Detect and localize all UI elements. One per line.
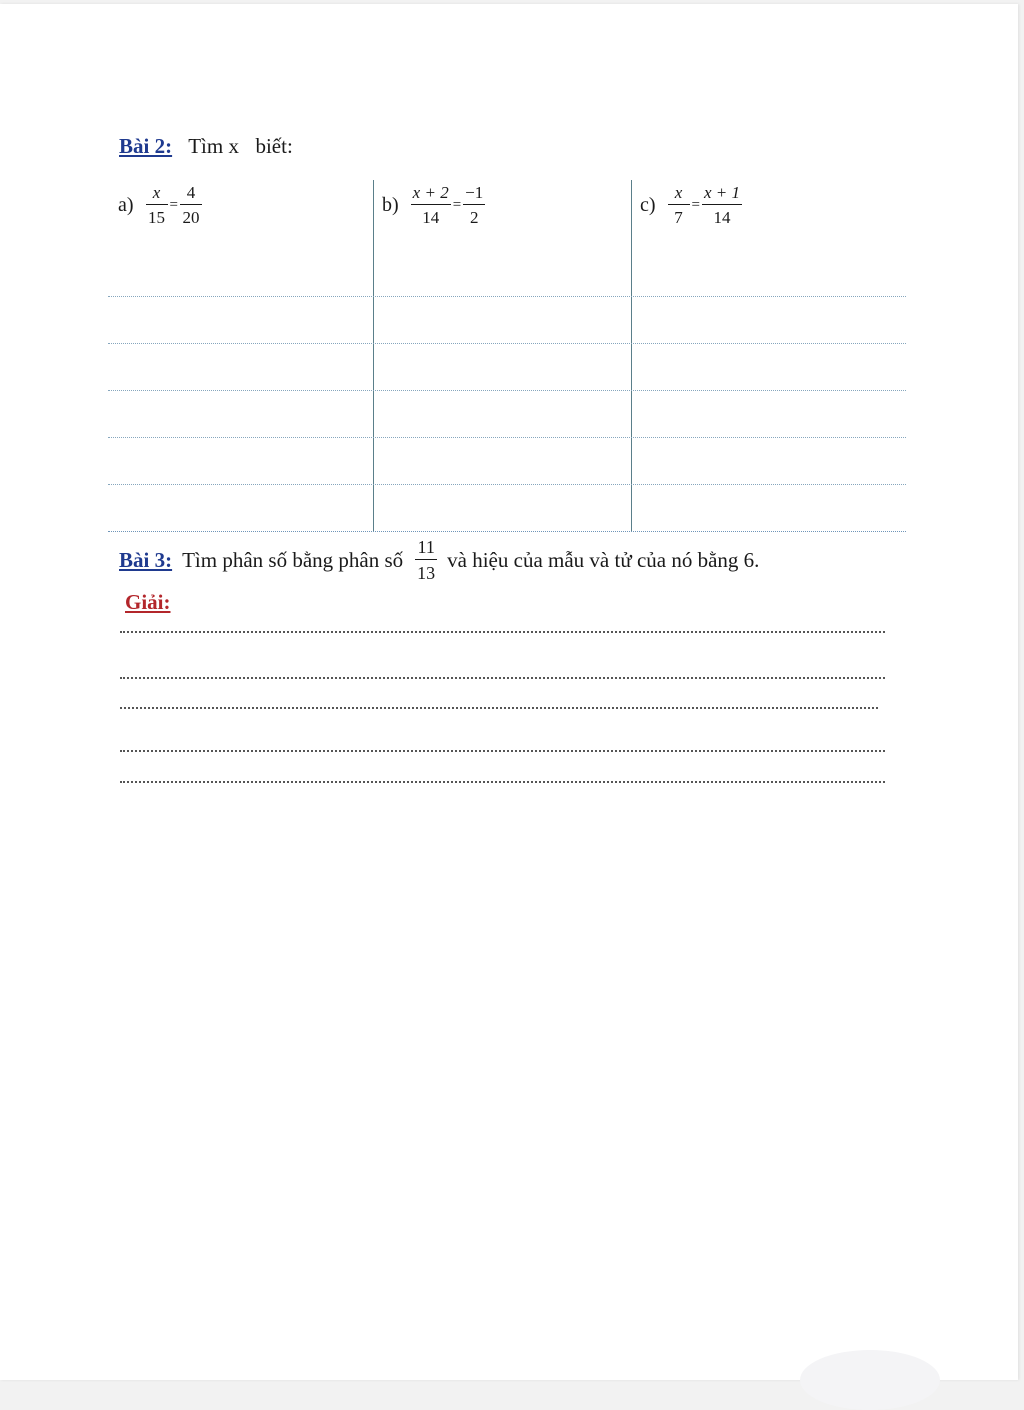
exercise-3-statement [119,538,759,582]
fraction-numerator: 4 [180,184,202,205]
exercise-3-fraction [415,538,437,582]
exercise-2-heading [119,134,293,159]
answer-line [108,484,906,485]
exercise-3-text-after: và hiệu của mẫu và tử của nó bằng 6. [447,547,760,572]
column-divider-2 [631,180,632,532]
equation-b-letter: b) [382,193,399,216]
solution-line [120,677,885,679]
exercise-2-instruction: Tìm x [188,134,239,158]
equals-sign: = [691,196,701,213]
answer-line-bottom [108,531,906,532]
fraction-denominator: 14 [422,208,440,227]
scroll-overlay [800,1350,940,1410]
solution-line [120,631,885,633]
exercise-3-text-before: Tìm phân số bằng phân số [182,547,404,572]
equation-c-lhs-fraction [668,184,690,226]
fraction-denominator: 14 [713,208,731,227]
equation-c-rhs-fraction [702,184,742,226]
equation-b [382,184,485,226]
fraction-numerator: −1 [463,184,485,205]
solution-line [120,707,878,709]
fraction-denominator: 7 [674,208,683,227]
equation-c-letter: c) [640,193,656,216]
exercise-2-label: Bài 2: [119,134,173,158]
fraction-numerator: x [668,184,690,205]
worksheet-page [0,4,1018,1380]
equation-b-lhs-fraction [411,184,451,226]
answer-line [108,296,906,297]
equation-b-rhs-fraction [463,184,485,226]
exercise-2-answer-grid [108,180,906,532]
equation-a-letter: a) [118,193,134,216]
exercise-2-instruction-end: biết: [255,134,293,158]
solution-label: Giải: [125,590,171,614]
equation-c [640,184,742,226]
equals-sign: = [169,196,179,213]
solution-line [120,781,885,783]
fraction-numerator: 11 [415,538,437,560]
fraction-denominator: 15 [148,208,166,227]
answer-line [108,437,906,438]
fraction-numerator: x + 1 [702,184,742,205]
equals-sign: = [452,196,462,213]
solution-line [120,750,885,752]
column-divider-1 [373,180,374,532]
fraction-denominator: 2 [469,208,479,227]
answer-line [108,343,906,344]
answer-line [108,390,906,391]
fraction-denominator: 13 [417,563,436,583]
equation-a-rhs-fraction [180,184,202,226]
fraction-numerator: x [146,184,168,205]
equation-a [118,184,202,226]
exercise-3-label: Bài 3: [119,547,173,572]
fraction-denominator: 20 [182,208,200,227]
equation-a-lhs-fraction [146,184,168,226]
fraction-numerator: x + 2 [411,184,451,205]
